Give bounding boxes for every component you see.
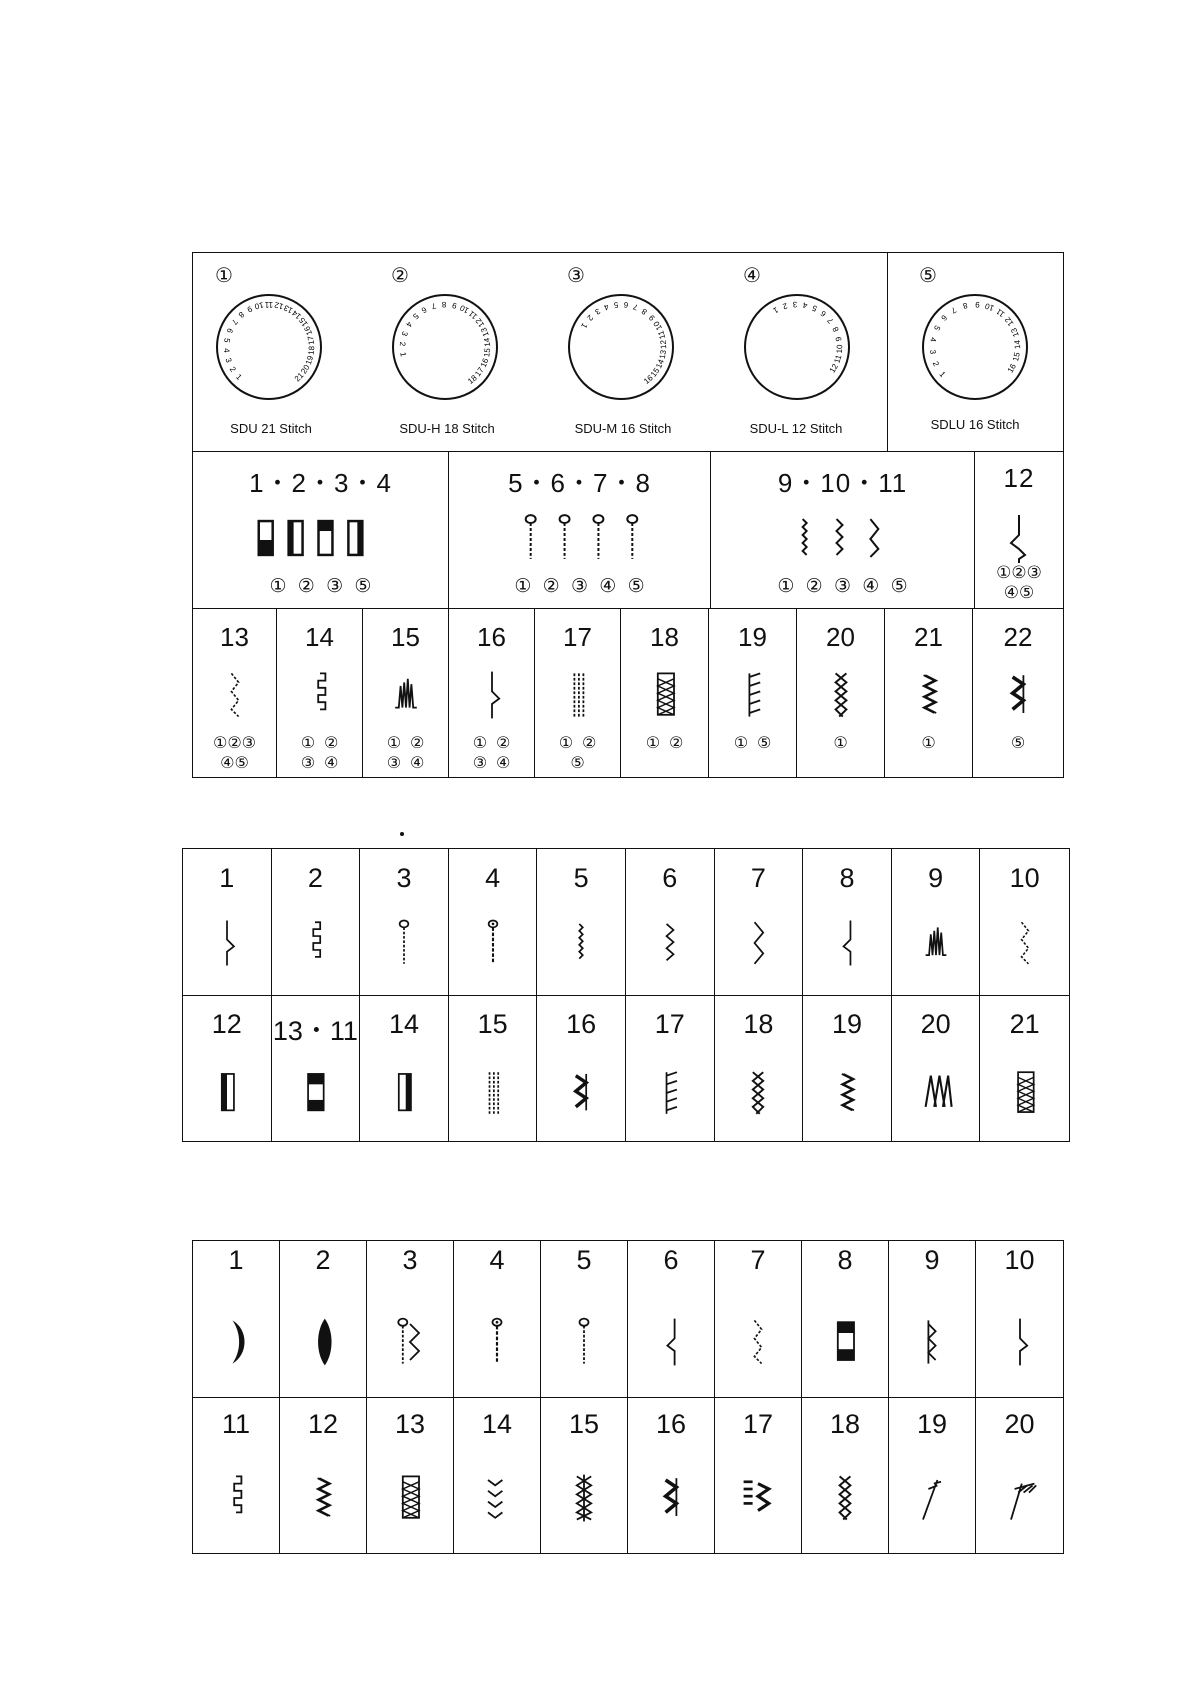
dial-number: 8: [441, 299, 447, 309]
blind-hem-icon: [474, 668, 510, 722]
dial-mark: ①: [215, 265, 233, 287]
pattern-dial-icon: [919, 291, 1031, 403]
dial-cell: [369, 253, 545, 451]
group-numbers: 9・10・11: [777, 468, 908, 498]
dial-number: 14: [482, 337, 493, 348]
stitch-cell-19: [709, 608, 797, 777]
multi-zigzag-icon: [740, 1311, 776, 1373]
overlock-icon: [1000, 668, 1036, 722]
pattern-dial-icon: [741, 291, 853, 403]
buttonhole-left-icon: [209, 1067, 245, 1119]
stitch-number: 17: [563, 622, 592, 652]
rickrack-icon: [829, 1067, 865, 1119]
dial-number: 16: [478, 356, 491, 369]
dial-number: 2: [930, 360, 941, 368]
stitch-cell-15: [449, 995, 538, 1141]
stitch-number: 16: [566, 1009, 597, 1039]
pattern-dial-icon: [213, 291, 325, 403]
stitch-cell-18: [621, 608, 709, 777]
stitch-cell-16: [628, 1397, 715, 1553]
dial-number: 20: [299, 363, 312, 376]
stitch-cell-15: [541, 1397, 628, 1553]
stitch-number: 13: [394, 1409, 426, 1439]
dial-number: 5: [410, 311, 421, 321]
stitch-cell-8: [802, 1241, 889, 1397]
dial-label: SDU-M 16 Stitch: [574, 421, 672, 436]
satin-oval-icon: [305, 1311, 341, 1373]
stitch-cell-17: [535, 608, 621, 777]
machine-model-marks: ① ② ③ ⑤: [269, 576, 372, 597]
feather-stitch-icon: [479, 1467, 515, 1529]
dial-number: 12: [658, 339, 669, 350]
stitch-cell-13・11: [272, 995, 361, 1141]
keyhole-buttonhole-icon: [386, 917, 422, 969]
dial-number: 13: [479, 326, 491, 338]
stitch-number: 18: [743, 1009, 774, 1039]
dial-number: 2: [781, 301, 789, 312]
double-rickrack-icon: [918, 1067, 954, 1119]
stitch-number: 13・11: [272, 1016, 358, 1046]
dial-number: 7: [430, 300, 438, 311]
blind-hem-icon: [209, 917, 245, 969]
ladder-stitch-icon: [652, 1067, 688, 1119]
stitch-number: 5: [573, 863, 589, 893]
zigzag-icons: [711, 513, 974, 563]
dial-number: 11: [832, 353, 844, 365]
dial-number: 16: [642, 373, 655, 386]
dial-number: 11: [466, 308, 480, 322]
dial-number: 9: [833, 335, 844, 343]
stitch-cell-14: [454, 1397, 541, 1553]
dial-label: SDU-L 12 Stitch: [749, 421, 843, 436]
stitch-cell-8: [803, 849, 892, 995]
dial-number: 9: [974, 299, 980, 310]
machine-model-marks: ① ② ③ ④: [472, 735, 511, 772]
stitch-cell-16: [449, 608, 535, 777]
stitch-cell-14: [360, 995, 449, 1141]
serpentine-icon: [297, 917, 333, 969]
dial-number: 14: [654, 357, 667, 370]
round-buttonhole-icon: [475, 917, 511, 969]
dial-ring: [745, 295, 849, 399]
dial-ring: [217, 295, 321, 399]
honeycomb-icon: [1007, 1067, 1043, 1119]
triple-straight-icon: [560, 668, 596, 722]
shell-stitch-icon: [918, 917, 954, 969]
dial-ring: [393, 295, 497, 399]
stitch-cell-20: [976, 1397, 1063, 1553]
group-numbers: 12: [1003, 463, 1035, 493]
overlock-icon: [563, 1067, 599, 1119]
dial-number: 8: [236, 309, 246, 320]
stitch-number: 4: [489, 1245, 505, 1275]
stitch-cell-7: [715, 849, 804, 995]
stitch-number: 5: [576, 1245, 592, 1275]
dial-ring: [569, 295, 673, 399]
stitch-number: 9: [928, 863, 944, 893]
stitch-number: 17: [742, 1409, 774, 1439]
stitch-number: 1: [228, 1245, 244, 1275]
stitch-cell-15: [363, 608, 449, 777]
stitch-number: 7: [750, 1245, 766, 1275]
stitch-cell-9: [889, 1241, 976, 1397]
stitch-cell-3: [360, 849, 449, 995]
keyhole-zigzag-icon: [392, 1311, 428, 1373]
stitch-number: 19: [916, 1409, 948, 1439]
machine-model-marks: ① ② ③ ④: [386, 735, 425, 772]
stitch-number: 17: [654, 1009, 685, 1039]
smocking-icon: [740, 1067, 776, 1119]
overlock-icon: [653, 1467, 689, 1529]
dial-number: 3: [792, 299, 798, 309]
dial-number: 13: [282, 303, 295, 316]
stitch-group: [975, 451, 1063, 608]
stitch-cell-1: [183, 849, 272, 995]
dial-number: 5: [810, 303, 819, 314]
buttonhole-bartack-icon: [297, 1067, 333, 1119]
buttonhole-bartack-icon: [827, 1311, 863, 1373]
stitch-cell-18: [715, 995, 804, 1141]
multi-zigzag-icon: [1007, 917, 1043, 969]
stitch-cell-10: [976, 1241, 1063, 1397]
medium-zigzag-icon: [652, 917, 688, 969]
dial-number: 12: [273, 300, 285, 311]
reverse-blind-hem-icon: [829, 917, 865, 969]
dial-number: 7: [825, 316, 836, 326]
stitch-number: 15: [568, 1409, 600, 1439]
dial-number: 8: [640, 306, 649, 317]
stitch-cell-3: [367, 1241, 454, 1397]
dial-number: 15: [1011, 351, 1022, 363]
stitch-group: [711, 451, 975, 608]
shell-stitch-icon: [388, 668, 424, 722]
stitch-number: 9: [924, 1245, 940, 1275]
stitch-number: 12: [307, 1409, 339, 1439]
stitch-number: 7: [750, 863, 766, 893]
stitch-chart-table: [192, 1240, 1064, 1554]
dial-number: 14: [290, 308, 303, 321]
stitch-cell-20: [797, 608, 885, 777]
ladder-stitch-icon: [735, 668, 771, 722]
stitch-number: 8: [839, 863, 855, 893]
blind-hem-icon: [1002, 1311, 1038, 1373]
dial-number: 10: [983, 301, 996, 313]
dial-number: 16: [302, 324, 315, 337]
stitch-number: 15: [391, 622, 420, 652]
dial-number: 4: [801, 300, 809, 311]
stitch-cell-6: [626, 849, 715, 995]
dial-label: SDLU 16 Stitch: [930, 417, 1020, 432]
dial-number: 3: [223, 356, 234, 364]
wide-zigzag-icon: [740, 917, 776, 969]
dial-number: 8: [961, 300, 969, 311]
machine-model-marks: ①: [921, 735, 936, 752]
dial-number: 6: [939, 313, 949, 323]
stitch-number: 19: [738, 622, 767, 652]
stitch-cell-5: [541, 1241, 628, 1397]
stitch-group: [193, 451, 449, 608]
stitch-cell-18: [802, 1397, 889, 1553]
dial-number: 1: [771, 305, 780, 316]
machine-model-marks: ① ② ③ ④ ⑤: [514, 576, 645, 597]
dial-number: 9: [647, 313, 657, 323]
stitch-number: 6: [662, 863, 678, 893]
honeycomb-icon: [647, 668, 683, 722]
dial-number: 4: [602, 301, 611, 312]
blind-stitch-icon: [975, 513, 1063, 563]
dial-number: 7: [631, 301, 640, 312]
dial-number: 19: [303, 354, 316, 366]
dial-number: 7: [229, 317, 240, 327]
stitch-number: 12: [211, 1009, 242, 1039]
stitch-row: [193, 1241, 1063, 1397]
stitch-cell-10: [980, 849, 1069, 995]
stitch-cell-9: [892, 849, 981, 995]
narrow-zigzag-icon: [563, 917, 599, 969]
stitch-number: 13: [220, 622, 249, 652]
stitch-number: 14: [481, 1409, 513, 1439]
stitch-number: 3: [396, 863, 412, 893]
machine-model-marks: ①②③ ④⑤: [212, 735, 257, 772]
dial-number: 1: [937, 369, 948, 379]
dial-number: 2: [585, 313, 595, 323]
stray-dot: [400, 832, 404, 836]
double-blind-icon: [914, 1311, 950, 1373]
stitch-row: [193, 1397, 1063, 1553]
dial-number: 11: [994, 306, 1007, 319]
serpentine-icon: [302, 668, 338, 722]
dial-number: 12: [473, 316, 487, 329]
stitch-number: 3: [402, 1245, 418, 1275]
machine-model-marks: ① ② ⑤: [558, 735, 597, 772]
dial-number: 5: [222, 337, 232, 344]
dial-number: 9: [245, 304, 254, 315]
dial-mark: ⑤: [919, 265, 937, 287]
dial-number: 3: [399, 330, 410, 338]
dial-number: 4: [221, 347, 232, 353]
dial-number: 11: [656, 329, 668, 341]
stitch-number: 16: [477, 622, 506, 652]
dial-number: 1: [234, 372, 244, 382]
machine-model-marks: ① ②: [645, 735, 684, 752]
dial-number: 15: [482, 347, 493, 358]
stitch-number: 14: [388, 1009, 419, 1039]
smocking-icon: [823, 668, 859, 722]
dial-number: 3: [927, 349, 938, 355]
machine-model-marks: ①②③ ④⑤: [996, 563, 1042, 602]
machine-model-marks: ① ② ③ ④: [300, 735, 339, 772]
stitch-cell-14: [277, 608, 363, 777]
dial-number: 4: [928, 336, 938, 343]
stitch-number: 20: [1004, 1409, 1035, 1439]
stitch-row: [183, 995, 1069, 1141]
multi-zigzag-icon: [217, 668, 253, 722]
dial-number: 15: [297, 315, 310, 329]
honeycomb-icon: [392, 1467, 428, 1529]
round-buttonhole-icon: [479, 1311, 515, 1373]
stitch-number: 22: [1003, 622, 1033, 652]
dial-label: SDU-H 18 Stitch: [399, 421, 495, 436]
stitch-cell-4: [454, 1241, 541, 1397]
stitch-group: [449, 451, 711, 608]
dial-number: 21: [292, 370, 306, 384]
stitch-number: 20: [826, 622, 855, 652]
machine-model-marks: ① ② ③ ④ ⑤: [777, 576, 908, 597]
slant-overlock-icon: [1002, 1467, 1038, 1529]
machine-model-marks: ⑤: [1010, 735, 1026, 752]
stitch-number: 18: [829, 1409, 861, 1439]
stitch-number: 10: [1009, 863, 1040, 893]
stitch-number: 8: [837, 1245, 853, 1275]
dial-number: 6: [224, 326, 235, 335]
reverse-blind-hem-icon: [653, 1311, 689, 1373]
dial-number: 12: [827, 362, 840, 375]
rickrack-icon: [911, 668, 947, 722]
stitch-number: 4: [485, 863, 501, 893]
stitch-cell-6: [628, 1241, 715, 1397]
stitch-selection-table: [192, 252, 1064, 778]
dial-number: 13: [1009, 326, 1021, 339]
stitch-cell-19: [889, 1397, 976, 1553]
dial-number: 5: [931, 323, 942, 332]
stitch-cell-13: [367, 1397, 454, 1553]
dial-mark: ③: [567, 265, 585, 287]
stitch-row: [193, 608, 1063, 777]
dial-number: 6: [818, 308, 828, 319]
stitch-cell-12: [280, 1397, 367, 1553]
slant-stitch-icon: [914, 1467, 950, 1529]
stitch-cell-2: [272, 849, 361, 995]
dial-row: [193, 253, 1063, 452]
stitch-cell-2: [280, 1241, 367, 1397]
stitch-number: 18: [650, 622, 679, 652]
stitch-cell-13: [193, 608, 277, 777]
dial-label: SDU 21 Stitch: [230, 421, 312, 436]
stitch-number: 16: [655, 1409, 687, 1439]
stitch-number: 21: [914, 622, 943, 652]
stitch-number: 19: [831, 1009, 862, 1039]
dial-number: 10: [651, 319, 664, 332]
dial-number: 14: [1012, 339, 1023, 350]
stitch-cell-20: [892, 995, 981, 1141]
dial-number: 4: [404, 319, 415, 329]
stitch-number: 14: [305, 622, 334, 652]
smocking-icon: [827, 1467, 863, 1529]
buttonhole-icons: [193, 513, 448, 563]
dial-number: 10: [834, 344, 845, 354]
stitch-number: 2: [315, 1245, 331, 1275]
dial-cell: [545, 253, 721, 451]
dial-cell: [721, 253, 887, 451]
dial-number: 11: [264, 299, 274, 309]
dial-number: 2: [397, 341, 408, 347]
crescent-icon: [218, 1311, 254, 1373]
dial-number: 15: [648, 366, 662, 379]
stitch-cell-21: [980, 995, 1069, 1141]
stitch-cell-7: [715, 1241, 802, 1397]
group-numbers: 5・6・7・8: [508, 468, 651, 498]
dial-number: 1: [579, 321, 590, 330]
stitch-number: 11: [221, 1409, 251, 1439]
dial-number: 8: [830, 325, 841, 334]
dial-number: 6: [623, 299, 629, 310]
rickrack-icon: [305, 1467, 341, 1529]
pattern-dial-icon: [389, 291, 501, 403]
group-numbers: 1・2・3・4: [249, 468, 392, 498]
dial-number: 10: [253, 300, 265, 311]
dial-number: 9: [451, 300, 458, 311]
stitch-row: [183, 849, 1069, 995]
dial-ring: [923, 295, 1027, 399]
pattern-dial-icon: [565, 291, 677, 403]
stitch-cell-5: [537, 849, 626, 995]
stitch-chart-table: [182, 848, 1070, 1142]
stitch-cell-21: [885, 608, 973, 777]
buttonhole-right-icon: [386, 1067, 422, 1119]
keyhole-buttonhole-icon: [566, 1311, 602, 1373]
dial-number: 1: [398, 351, 408, 358]
dial-number: 17: [305, 335, 317, 346]
stitch-cell-1: [193, 1241, 280, 1397]
stitch-number: 6: [663, 1245, 679, 1275]
dial-number: 2: [227, 365, 238, 374]
stitch-number: 20: [920, 1009, 951, 1039]
serpentine-icon: [218, 1467, 254, 1529]
stitch-number: 1: [219, 863, 235, 893]
dial-cell: [887, 253, 1063, 451]
stitch-number: 2: [307, 863, 323, 893]
stitch-number: 15: [477, 1009, 508, 1039]
stitch-cell-4: [449, 849, 538, 995]
triple-straight-icon: [475, 1067, 511, 1119]
stitch-cell-17: [626, 995, 715, 1141]
stitch-group-row: [193, 451, 1063, 609]
stitch-number: 10: [1004, 1245, 1035, 1275]
dial-number: 12: [1002, 315, 1016, 328]
stretch-overlock-icon: [740, 1467, 776, 1529]
cross-stitch-icon: [566, 1467, 602, 1529]
stitch-cell-19: [803, 995, 892, 1141]
stitch-cell-12: [183, 995, 272, 1141]
stitch-cell-17: [715, 1397, 802, 1553]
dial-number: 3: [593, 306, 602, 317]
dial-number: 16: [1005, 362, 1018, 375]
stitch-number: 21: [1009, 1009, 1040, 1039]
dial-mark: ④: [743, 265, 761, 287]
dial-mark: ②: [391, 265, 409, 287]
keyhole-buttonhole-icons: [449, 513, 710, 563]
stitch-cell-22: [973, 608, 1063, 777]
machine-model-marks: ① ⑤: [733, 735, 772, 752]
dial-number: 10: [458, 303, 471, 316]
dial-number: 5: [613, 299, 619, 310]
dial-number: 7: [949, 305, 958, 316]
stitch-cell-16: [537, 995, 626, 1141]
dial-number: 13: [657, 349, 669, 360]
dial-number: 17: [473, 365, 486, 379]
dial-number: 18: [306, 345, 317, 356]
dial-cell: [193, 253, 369, 451]
dial-number: 18: [466, 373, 479, 386]
dial-number: 6: [419, 304, 429, 315]
machine-model-marks: ①: [833, 735, 848, 752]
stitch-cell-11: [193, 1397, 280, 1553]
